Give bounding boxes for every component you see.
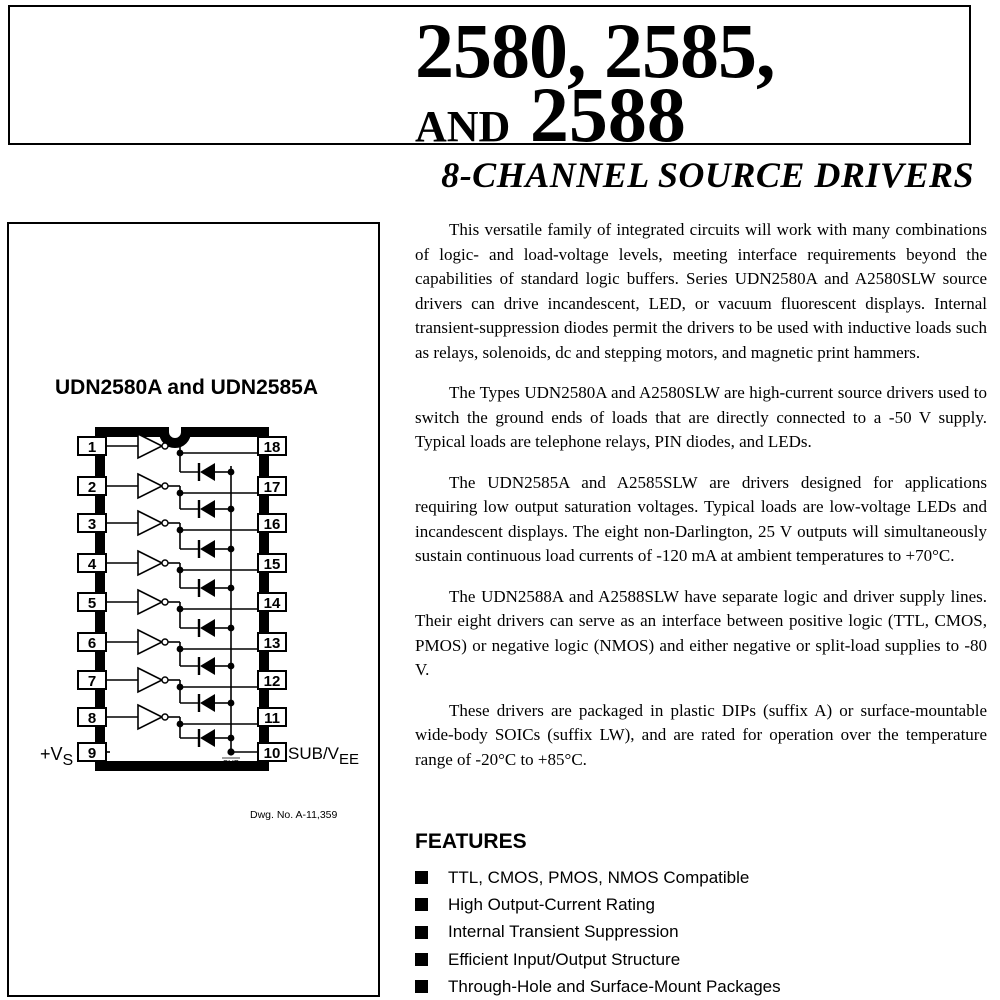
junction-dot (177, 567, 184, 574)
pin-number-left: 9 (87, 745, 97, 762)
pin-number-right: 12 (263, 673, 281, 690)
features-heading: FEATURES (415, 830, 527, 853)
drawing-number: Dwg. No. A-11,359 (250, 809, 338, 821)
junction-dot (177, 721, 184, 728)
title-and: AND (415, 102, 511, 151)
pin-number-right: 18 (263, 439, 281, 456)
junction-dot (177, 684, 184, 691)
junction-dot (177, 606, 184, 613)
driver-channel (106, 474, 258, 518)
sub-vee-label-sub: EE (339, 751, 360, 768)
pin-number-right: 17 (263, 479, 281, 496)
pin-number-right: 16 (263, 516, 281, 533)
buffer-icon (138, 511, 162, 535)
junction-dot (177, 490, 184, 497)
buffer-icon (138, 705, 162, 729)
sub-vee-label-main: SUB/V (288, 744, 340, 763)
square-bullet-icon (415, 871, 428, 884)
feature-text: TTL, CMOS, PMOS, NMOS Compatible (448, 867, 750, 887)
inverter-bubble-icon (162, 443, 168, 449)
buffer-icon (138, 474, 162, 498)
diode-icon (200, 694, 215, 712)
feature-text: Efficient Input/Output Structure (448, 949, 681, 969)
sub-junction (227, 748, 234, 755)
inverter-bubble-icon (162, 677, 168, 683)
pin-number-left: 5 (87, 595, 97, 612)
inverter-bubble-icon (162, 714, 168, 720)
pin-number-left: 1 (87, 439, 97, 456)
driver-channel (106, 511, 258, 558)
paragraph-2588: The UDN2588A and A2588SLW have separate logic and driver supply lines. Their eight drivers can serve as an interface between positive logic (TTL, CMOS, PMOS) or negative logic (NMOS) and either negative or split-load supplies to -80 V. (415, 586, 987, 679)
driver-channels (106, 434, 258, 747)
feature-item (415, 919, 781, 946)
pin-number-left: 2 (87, 479, 97, 496)
feature-text: Internal Transient Suppression (448, 922, 679, 942)
junction-dot (177, 646, 184, 653)
diode-icon (200, 579, 215, 597)
vs-label (40, 744, 73, 769)
diode-icon (200, 619, 215, 637)
diode-icon (200, 540, 215, 558)
junction-dot (177, 527, 184, 534)
vs-label-sub: S (62, 752, 74, 769)
pin-number-right: 11 (264, 710, 280, 727)
pin-number-right: 14 (263, 595, 281, 612)
part-numbers-line-1: 2580, 2585, (415, 7, 775, 94)
square-bullet-icon (415, 926, 428, 939)
paragraph-intro: This versatile family of integrated circuits will work with many combinations of logic- and load-voltage levels, meeting interface requirements beyond the capabilities of standard logic buffers. Series UDN2580A and A2580SLW source drivers can drive incandescent, LED, or vacuum fluorescent displays. Internal transient-suppression diodes permit the drivers to be used with inductive loads such as relays, solenoids, dc and stepping motors, and magnetic print hammers. (415, 220, 987, 362)
inverter-bubble-icon (162, 599, 168, 605)
paragraph-packaging: These drivers are packaged in plastic DIPs (suffix A) or surface-mountable wide-body SOICs (suffix LW), and are rated for operation over the temperature range of -20°C to +85°C. (415, 700, 987, 769)
pin-number-right: 15 (263, 556, 281, 573)
inverter-bubble-icon (162, 520, 168, 526)
sub-marker-label: SUB (222, 759, 240, 768)
feature-item (415, 973, 781, 1000)
feature-item (415, 891, 781, 918)
driver-channel (106, 705, 258, 747)
description-column (415, 218, 987, 788)
square-bullet-icon (415, 898, 428, 911)
junction-dot (177, 450, 184, 457)
title-number: 2588 (529, 71, 686, 158)
feature-text: High Output-Current Rating (448, 894, 655, 914)
diode-icon (200, 729, 215, 747)
pin-number-left: 4 (87, 556, 97, 573)
pin-number-right: 10 (263, 745, 281, 762)
driver-channel (106, 630, 258, 675)
diode-icon (200, 463, 215, 481)
inverter-bubble-icon (162, 560, 168, 566)
driver-channel (106, 551, 258, 597)
pin-number-right: 13 (263, 635, 281, 652)
ic-package-outline (100, 432, 264, 766)
pin-number-left: 8 (87, 710, 97, 727)
paragraph-2580: The Types UDN2580A and A2580SLW are high-current source drivers used to switch the ground ends of loads that are directly connected to a -50 V supply. Typical loads are telephone relays, PIN diodes, and LEDs. (415, 383, 987, 451)
buffer-icon (138, 668, 162, 692)
paragraph-2585: The UDN2585A and A2585SLW are drivers designed for applications requiring low output saturation voltages. Typical loads are low-voltage LEDs and incandescent displays. The eight non-Darlington, 25 V outputs will simultaneously sustain continuous load currents of -120 mA at ambient temperatures to +70°C. (415, 472, 987, 565)
pin-number-left: 3 (87, 516, 97, 533)
buffer-icon (138, 630, 162, 654)
inverter-bubble-icon (162, 639, 168, 645)
driver-channel (106, 668, 258, 712)
vs-label-main: +V (40, 744, 63, 764)
features-list (415, 864, 781, 1000)
diode-icon (200, 500, 215, 518)
feature-item (415, 946, 781, 973)
sub-vee-label (288, 744, 359, 768)
feature-text: Through-Hole and Surface-Mount Packages (448, 976, 781, 996)
figure-title: UDN2580A and UDN2585A (55, 376, 318, 399)
buffer-icon (138, 434, 162, 458)
buffer-icon (138, 551, 162, 575)
square-bullet-icon (415, 980, 428, 993)
right-pins (258, 437, 286, 762)
driver-channel (106, 590, 258, 637)
feature-item (415, 864, 781, 891)
diode-icon (200, 657, 215, 675)
pin-number-left: 7 (87, 673, 97, 690)
pin-number-left: 6 (87, 635, 97, 652)
inverter-bubble-icon (162, 483, 168, 489)
buffer-icon (138, 590, 162, 614)
page-subtitle: 8-CHANNEL SOURCE DRIVERS (441, 155, 974, 195)
square-bullet-icon (415, 953, 428, 966)
left-pins (78, 437, 106, 762)
